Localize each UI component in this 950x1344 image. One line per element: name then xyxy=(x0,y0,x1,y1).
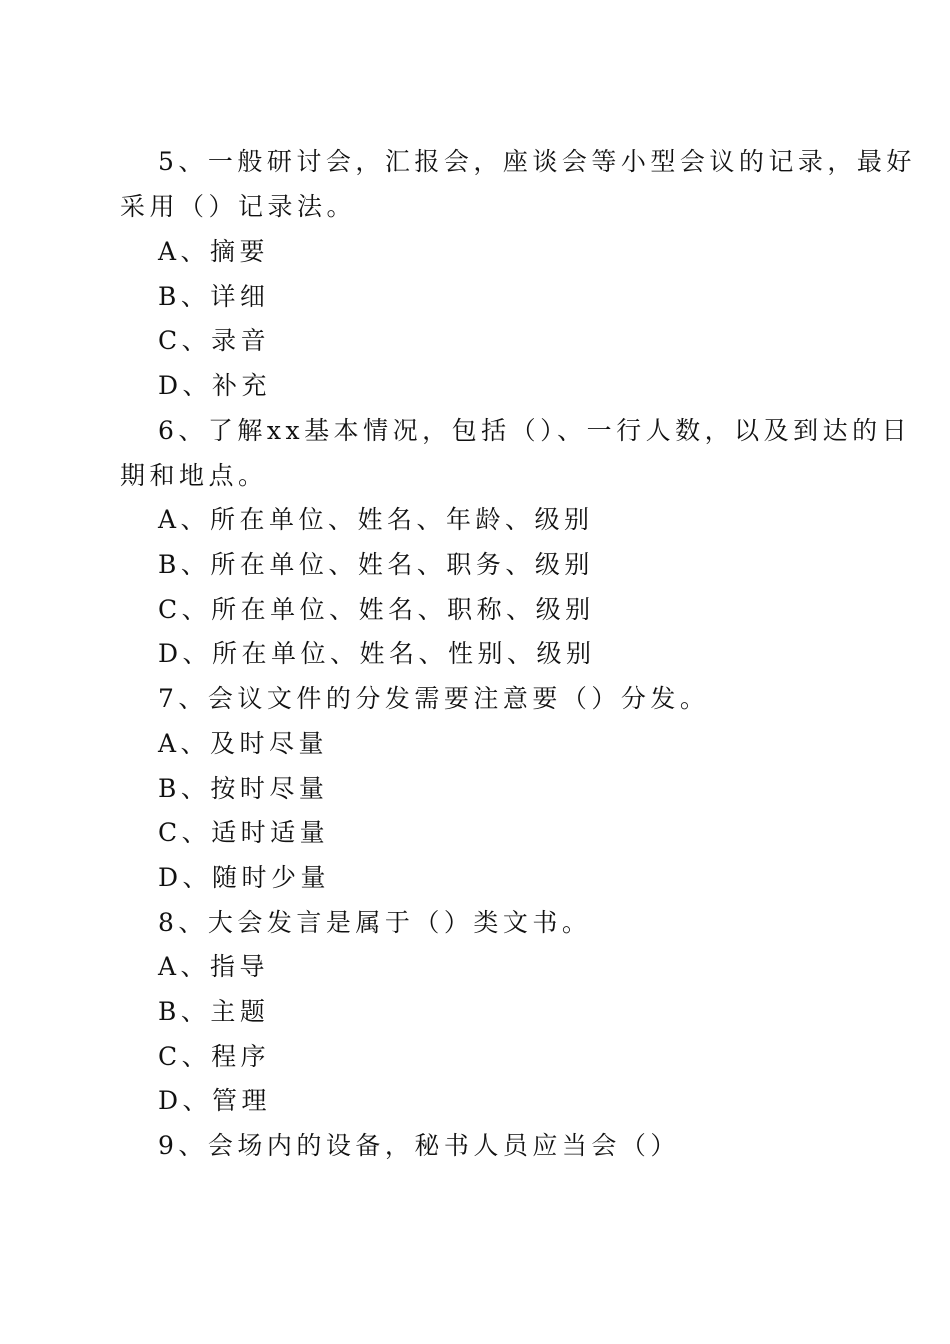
question-9-stem: 9、会场内的设备，秘书人员应当会（） xyxy=(158,1131,680,1160)
question-7-stem: 7、会议文件的分发需要注意要（）分发。 xyxy=(158,684,710,713)
question-8-option-c: C、程序 xyxy=(158,1042,271,1071)
question-6-option-d: D、所在单位、姓名、性别、级别 xyxy=(158,639,596,668)
question-8-stem: 8、大会发言是属于（）类文书。 xyxy=(158,908,592,937)
question-7-option-a: A、及时尽量 xyxy=(158,729,329,758)
question-8-option-d: D、管理 xyxy=(158,1086,272,1115)
question-6-stem-continued: 期和地点。 xyxy=(120,461,268,490)
question-6-option-b: B、所在单位、姓名、职务、级别 xyxy=(158,550,594,579)
question-7-option-b: B、按时尽量 xyxy=(158,774,329,803)
question-8-option-b: B、主题 xyxy=(158,997,270,1026)
question-6-stem: 6、了解xx基本情况，包括（）、一行人数，以及到达的日 xyxy=(158,416,912,445)
question-8-option-a: A、指导 xyxy=(158,952,270,981)
question-7-option-d: D、随时少量 xyxy=(158,863,331,892)
question-6-option-c: C、所在单位、姓名、职称、级别 xyxy=(158,595,595,624)
question-5-option-c: C、录音 xyxy=(158,326,271,355)
question-6-option-a: A、所在单位、姓名、年龄、级别 xyxy=(158,505,594,534)
question-5-option-d: D、补充 xyxy=(158,371,272,400)
question-5-option-a: A、摘要 xyxy=(158,237,270,266)
question-5-stem: 5、一般研讨会，汇报会，座谈会等小型会议的记录，最好 xyxy=(158,147,916,176)
question-7-option-c: C、适时适量 xyxy=(158,818,330,847)
question-5-option-b: B、详细 xyxy=(158,282,270,311)
question-5-stem-continued: 采用（）记录法。 xyxy=(120,192,357,221)
